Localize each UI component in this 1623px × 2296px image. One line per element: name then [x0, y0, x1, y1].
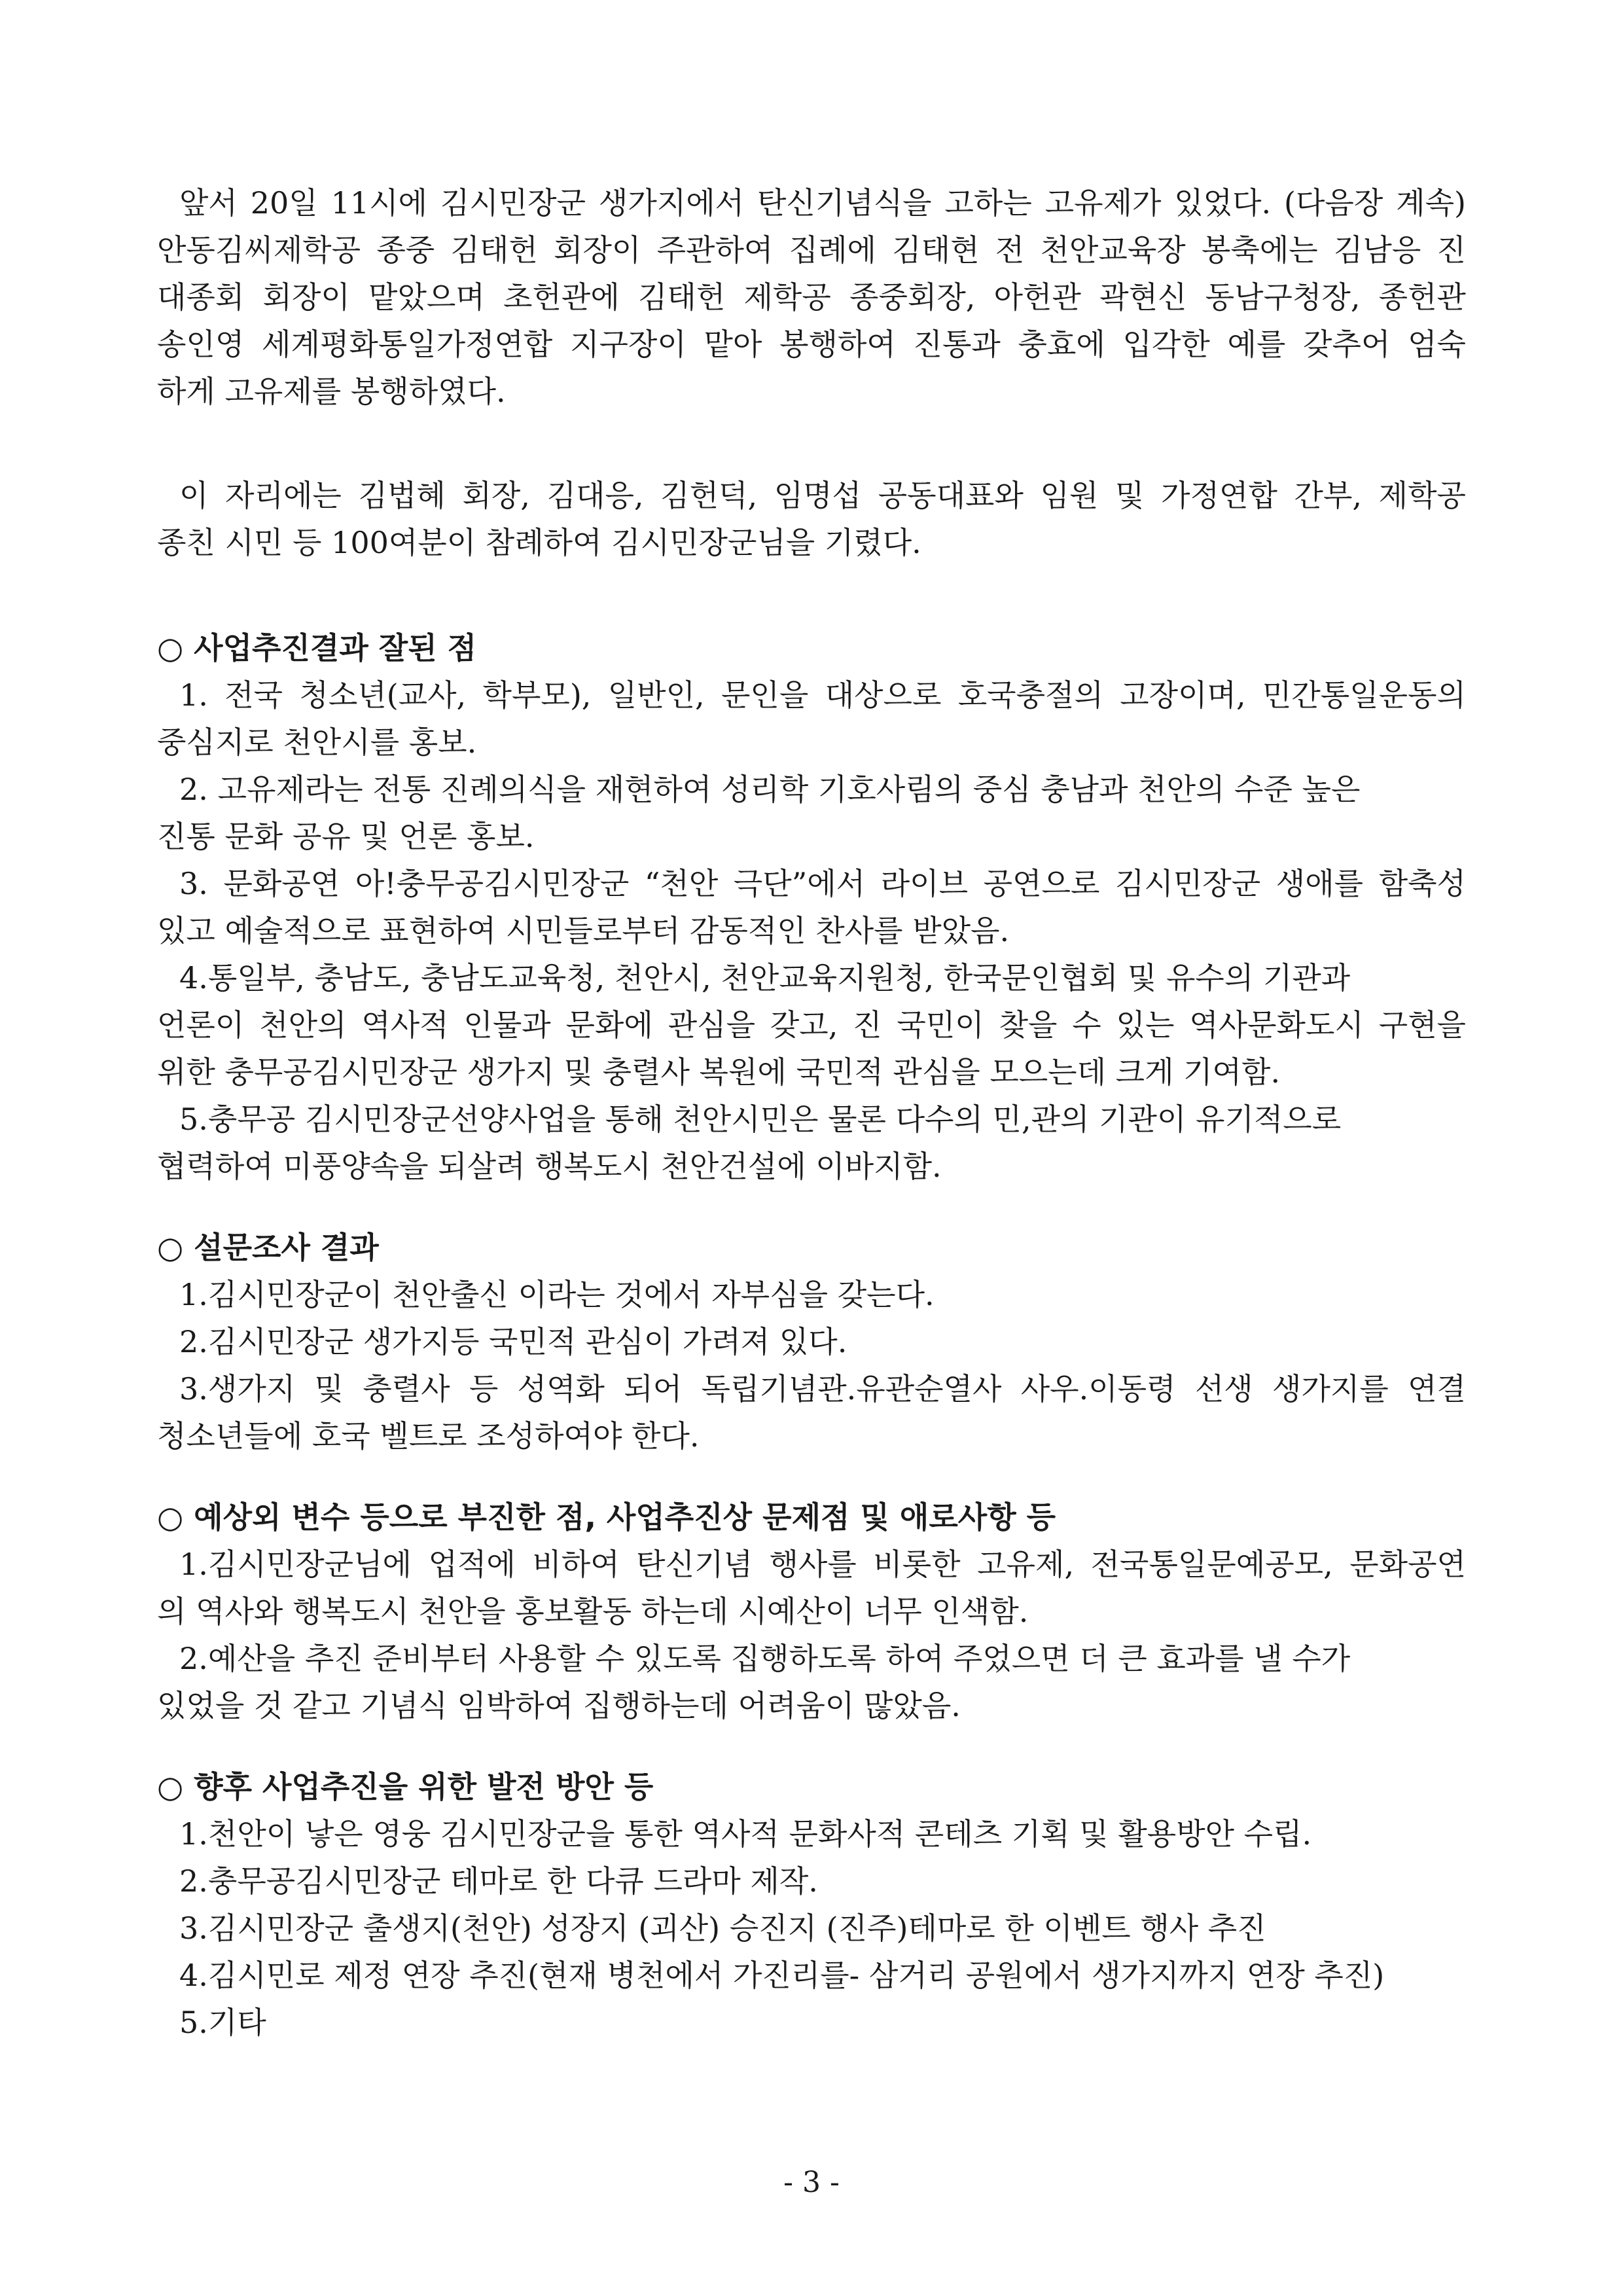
section-heading-good-points: ○ 사업추진결과 잘된 점: [157, 630, 477, 666]
section-item-line: 5.기타: [179, 2005, 266, 2040]
section-item-line: 있고 예술적으로 표현하여 시민들로부터 감동적인 찬사를 받았음.: [157, 913, 1010, 948]
section-item-line: 1.김시민장군님에 업적에 비하여 탄신기념 행사를 비롯한 고유제, 전국통일문예공모, 문화공연: [179, 1547, 1466, 1582]
section-item-line: 1. 전국 청소년(교사, 학부모), 일반인, 문인을 대상으로 호국충절의 고장이며, 민간통일운동의: [179, 677, 1466, 713]
section-item-line: 중심지로 천안시를 홍보.: [157, 725, 477, 760]
section-item-line: 5.충무공 김시민장군선양사업을 통해 천안시민은 물론 다수의 민,관의 기관이 유기적으로: [179, 1102, 1342, 1137]
section-item-line: 위한 충무공김시민장군 생가지 및 충렬사 복원에 국민적 관심을 모으는데 크게 기여함.: [157, 1054, 1281, 1090]
section-item-line: 4.통일부, 충남도, 충남도교육청, 천안시, 천안교육지원청, 한국문인협회 및 유수의 기관과: [179, 960, 1351, 996]
section-item-line: 청소년들에 호국 벨트로 조성하여야 한다.: [157, 1418, 700, 1454]
section-item-line: 3. 문화공연 아!충무공김시민장군 “천안 극단”에서 라이브 공연으로 김시민장군 생애를 함축성: [179, 866, 1466, 901]
intro-line: 안동김씨제학공 종중 김태헌 회장이 주관하여 집례에 김태현 전 천안교육장 봉축에는 김남응 진: [157, 232, 1466, 268]
section-item-line: 언론이 천안의 역사적 인물과 문화에 관심을 갖고, 진 국민이 찾을 수 있는 역사문화도시 구현을: [157, 1007, 1466, 1043]
intro-line: 송인영 세계평화통일가정연합 지구장이 맡아 봉행하여 진통과 충효에 입각한 예를 갖추어 엄숙: [157, 327, 1466, 362]
section-item-line: 2.예산을 추진 준비부터 사용할 수 있도록 집행하도록 하여 주었으면 더 큰 효과를 낼 수가: [179, 1641, 1351, 1676]
section-item-line: 진통 문화 공유 및 언론 홍보.: [157, 819, 535, 854]
section-heading-problems: ○ 예상외 변수 등으로 부진한 점, 사업추진상 문제점 및 애로사항 등: [157, 1499, 1056, 1535]
section-item-line: 2. 고유제라는 전통 진례의식을 재현하여 성리학 기호사림의 중심 충남과 천안의 수준 높은: [179, 772, 1361, 807]
document-page: [157, 0, 1466, 2296]
section-item-line: 의 역사와 행복도시 천안을 홍보활동 하는데 시예산이 너무 인색함.: [157, 1594, 1029, 1629]
intro-line: 하게 고유제를 봉행하였다.: [157, 374, 506, 409]
intro-line: 대종회 회장이 맡았으며 초헌관에 김태헌 제학공 종중회장, 아헌관 곽현신 동남구청장, 종헌관: [157, 279, 1466, 315]
section-item-line: 있었을 것 같고 기념식 임박하여 집행하는데 어려움이 많았음.: [157, 1688, 961, 1723]
section-item-line: 1.김시민장군이 천안출신 이라는 것에서 자부심을 갖는다.: [179, 1277, 935, 1312]
section-item-line: 협력하여 미풍양속을 되살려 행복도시 천안건설에 이바지함.: [157, 1149, 942, 1184]
page-number: - 3 -: [783, 2166, 840, 2199]
section-item-line: 3.김시민장군 출생지(천안) 성장지 (괴산) 승진지 (진주)테마로 한 이벤트 행사 추진: [179, 1910, 1266, 1946]
section-item-line: 2.충무공김시민장군 테마로 한 다큐 드라마 제작.: [179, 1863, 818, 1899]
intro-line: 앞서 20일 11시에 김시민장군 생가지에서 탄신기념식을 고하는 고유제가 있었다. (다음장 계속): [179, 185, 1466, 221]
section-item-line: 4.김시민로 제정 연장 추진(현재 병천에서 가진리를- 삼거리 공원에서 생가지까지 연장 추진): [179, 1958, 1385, 1993]
section-heading-future-plans: ○ 향후 사업추진을 위한 발전 방안 등: [157, 1769, 654, 1804]
attendance-line: 종친 시민 등 100여분이 참례하여 김시민장군님을 기렸다.: [157, 525, 921, 560]
section-heading-survey-results: ○ 설문조사 결과: [157, 1230, 379, 1265]
section-item-line: 3.생가지 및 충렬사 등 성역화 되어 독립기념관.유관순열사 사우.이동령 선생 생가지를 연결: [179, 1371, 1466, 1407]
section-item-line: 1.천안이 낳은 영웅 김시민장군을 통한 역사적 문화사적 콘테츠 기획 및 활용방안 수립.: [179, 1816, 1312, 1852]
attendance-line: 이 자리에는 김법혜 회장, 김대응, 김헌덕, 임명섭 공동대표와 임원 및 가정연합 간부, 제학공: [179, 478, 1466, 513]
section-item-line: 2.김시민장군 생가지등 국민적 관심이 가려져 있다.: [179, 1324, 847, 1359]
